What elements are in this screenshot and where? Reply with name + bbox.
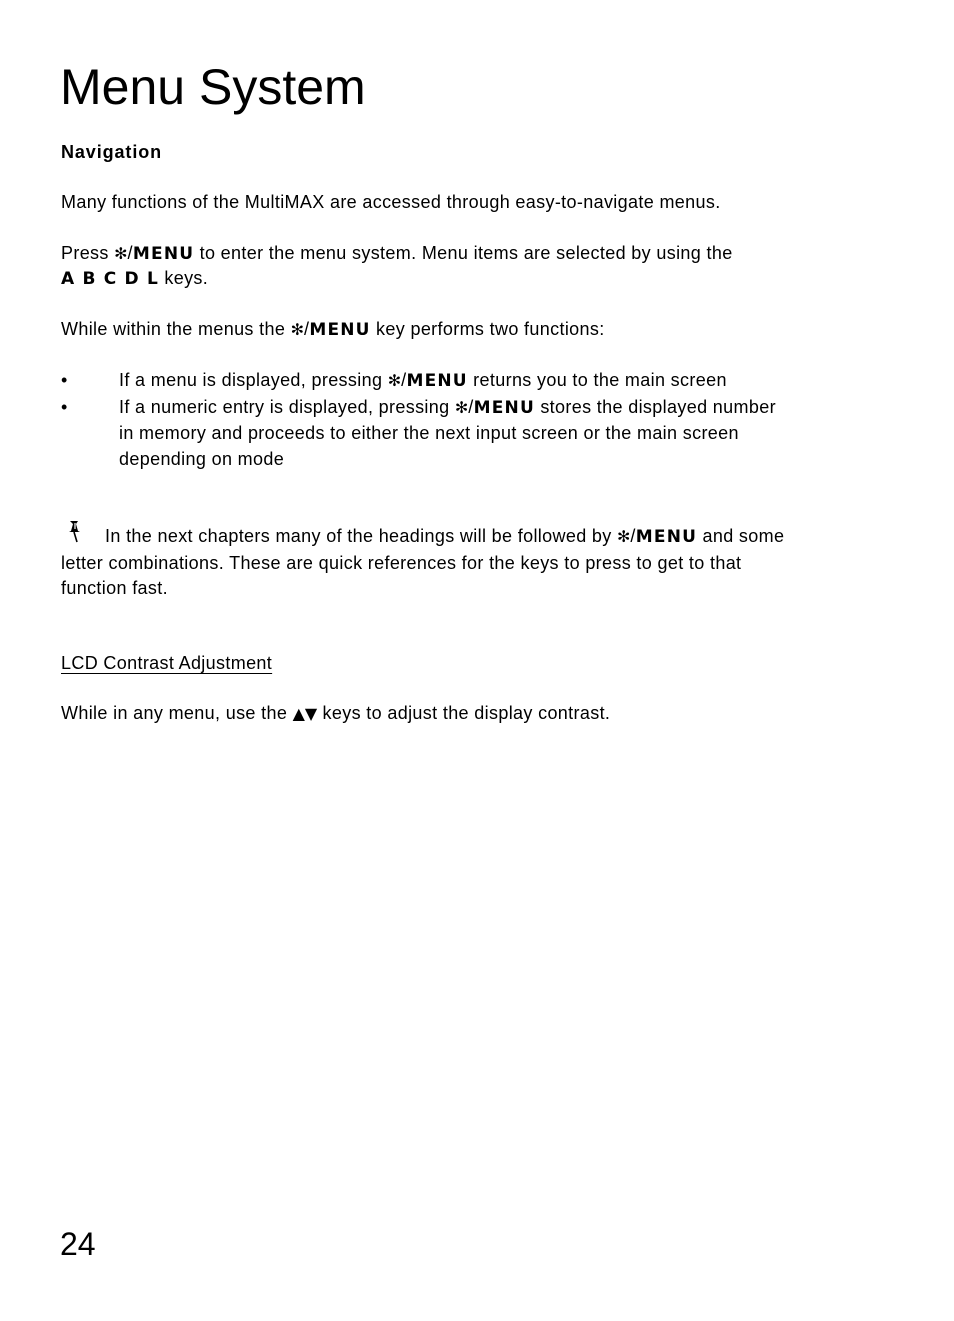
while-prefix: While within the menus the — [61, 319, 291, 339]
bullet-2-line2: in memory and proceeds to either the next input screen or the main screen — [119, 423, 739, 443]
lcd-contrast-text — [61, 701, 610, 727]
menu-key-label: MENU — [473, 397, 535, 418]
bullet-2-line3: depending on mode — [119, 448, 285, 469]
navigation-intro-text: Many functions of the MultiMAX are accessed through easy-to-navigate menus. — [61, 192, 721, 212]
page-number: 24 — [60, 1226, 96, 1262]
press-prefix: Press — [61, 243, 115, 263]
letter-keys-line — [61, 266, 208, 293]
functions-bullet-list — [61, 368, 776, 472]
lcd-contrast-heading-text: LCD Contrast Adjustment — [61, 653, 273, 673]
page-title: Menu System — [60, 59, 366, 115]
asterisk-icon: ✻ — [617, 527, 631, 546]
asterisk-icon: ✻ — [387, 371, 402, 390]
menu-key-label: MENU — [635, 527, 698, 547]
note-suffix: and some — [697, 526, 785, 546]
note-paragraph-line3: function fast. — [61, 578, 168, 598]
bullet-marker: • — [61, 370, 68, 390]
slash: / — [630, 526, 636, 546]
bullet-marker: • — [61, 396, 68, 417]
list-item — [61, 395, 776, 473]
note-prefix: In the next chapters many of the headings will be followed by — [105, 526, 617, 546]
bullet-1-suffix: returns you to the main screen — [467, 370, 727, 390]
while-menus-paragraph — [61, 317, 605, 344]
slash: / — [127, 243, 133, 263]
lcd-text-prefix: While in any menu, use the — [61, 703, 293, 723]
menu-key-label: MENU — [309, 320, 371, 340]
up-down-arrow-icon: ▲▼ — [292, 704, 318, 723]
note-paragraph-line1 — [105, 524, 784, 551]
section-heading-lcd-contrast — [61, 651, 272, 677]
press-suffix: to enter the menu system. Menu items are selected by using the — [194, 243, 733, 263]
note-paragraph-line2: letter combinations. These are quick references for the keys to press to get to that — [61, 553, 742, 573]
list-item — [61, 368, 776, 395]
bullet-2-prefix: If a numeric entry is displayed, pressing — [119, 396, 455, 417]
asterisk-icon: ✻ — [290, 320, 304, 339]
asterisk-icon: ✻ — [114, 244, 128, 263]
slash: / — [303, 319, 310, 339]
keys-suffix: keys. — [159, 268, 209, 288]
letter-keys-label: A B C D L — [61, 269, 160, 289]
press-menu-paragraph — [61, 241, 733, 268]
pushpin-icon — [66, 518, 86, 544]
section-heading-navigation: Navigation — [61, 142, 163, 162]
asterisk-icon: ✻ — [454, 397, 469, 417]
lcd-text-suffix: keys to adjust the display contrast. — [317, 703, 611, 723]
slash: / — [401, 370, 407, 390]
menu-key-label: MENU — [406, 371, 468, 391]
while-suffix: key performs two functions: — [370, 319, 605, 339]
slash: / — [468, 396, 474, 417]
bullet-1-prefix: If a menu is displayed, pressing — [119, 370, 388, 390]
bullet-2-suffix: stores the displayed number — [534, 396, 776, 417]
menu-key-label: MENU — [132, 244, 195, 264]
